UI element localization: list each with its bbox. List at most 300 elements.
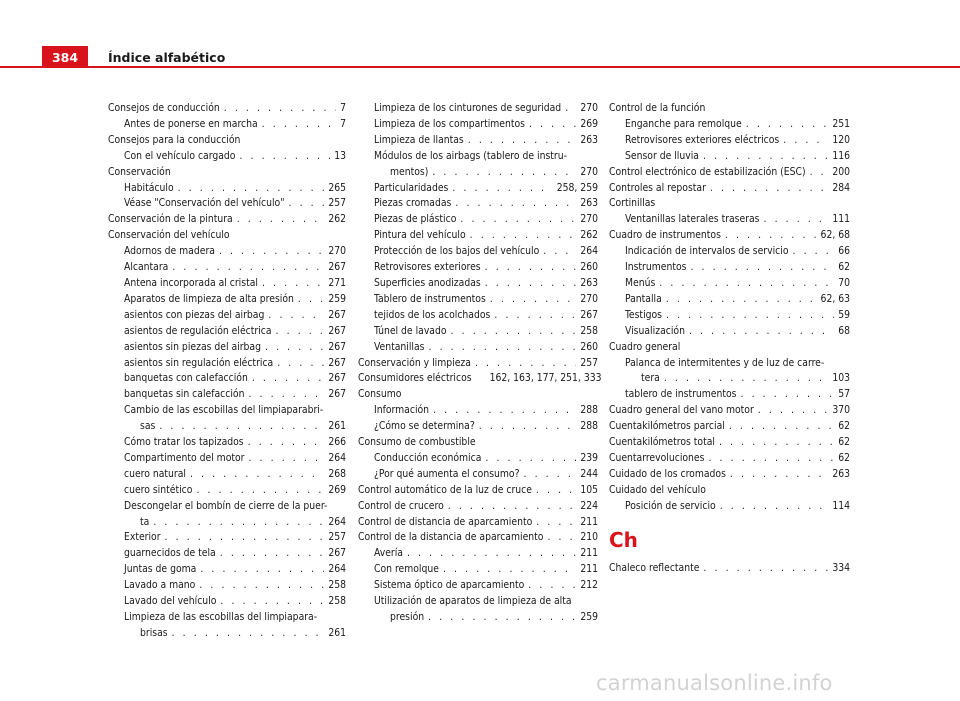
- dot-leader: [690, 260, 834, 276]
- index-subentry: [358, 228, 598, 244]
- page-reference[interactable]: 267: [328, 356, 346, 369]
- page-reference[interactable]: 103: [832, 372, 850, 385]
- index-line: [609, 196, 850, 212]
- index-line: [124, 594, 346, 610]
- page-reference[interactable]: 259: [580, 611, 598, 623]
- index-term: tejidos de los acolchados: [374, 308, 491, 321]
- index-line: [124, 499, 346, 515]
- index-subentry: [108, 578, 346, 594]
- index-term: Lavado a mano: [124, 579, 196, 592]
- index-line: [374, 340, 598, 356]
- dot-leader: [485, 260, 577, 276]
- page-reference[interactable]: 224: [580, 499, 598, 512]
- page-reference[interactable]: 264: [328, 563, 346, 576]
- page-reference[interactable]: 260: [580, 261, 598, 274]
- index-term: Avería: [374, 547, 403, 560]
- index-term: guarnecidos de tela: [124, 547, 216, 560]
- dot-leader: [730, 467, 828, 483]
- page-reference[interactable]: 264: [328, 515, 346, 528]
- page-reference[interactable]: 114: [832, 499, 850, 512]
- index-subentry: [108, 562, 346, 578]
- page-reference[interactable]: 62: [838, 436, 850, 449]
- page-reference[interactable]: 244: [580, 467, 598, 480]
- dot-leader: [200, 562, 324, 578]
- index-subentry: [358, 149, 598, 181]
- page-reference[interactable]: 68: [838, 324, 850, 337]
- index-entry: [609, 483, 850, 499]
- index-subentry: [358, 260, 598, 276]
- dot-leader: [298, 292, 324, 308]
- index-subentry: [358, 324, 598, 340]
- index-term-continuation: tera: [641, 372, 660, 385]
- index-line: [625, 133, 850, 149]
- index-subentry: [108, 387, 346, 403]
- index-subentry: [108, 546, 346, 562]
- index-subentry: [609, 356, 850, 388]
- dot-leader: [268, 308, 324, 324]
- index-line: [374, 403, 598, 419]
- index-subentry: [108, 324, 346, 340]
- dot-leader: [536, 483, 576, 499]
- page-reference[interactable]: 263: [580, 197, 598, 210]
- dot-leader: [529, 117, 576, 133]
- index-term: Cambio de las escobillas del limpiaparabri-: [124, 404, 324, 417]
- index-term: Conservación: [108, 165, 171, 178]
- index-term: Protección de los bajos del vehículo: [374, 245, 540, 258]
- index-line: [124, 244, 346, 260]
- index-line: [358, 515, 598, 531]
- index-term: Piezas de plástico: [374, 213, 457, 226]
- index-entry: [358, 483, 598, 499]
- index-term: Alcantara: [124, 261, 169, 274]
- index-subentry: [108, 181, 346, 197]
- index-subentry: [108, 308, 346, 324]
- index-line: [609, 101, 850, 117]
- index-entry: [609, 467, 850, 483]
- page-reference[interactable]: 261: [328, 420, 346, 433]
- index-entry: [108, 228, 346, 244]
- index-entry: [609, 403, 850, 419]
- page-reference[interactable]: 57: [838, 388, 850, 401]
- index-line: [124, 435, 346, 451]
- index-line: [374, 244, 598, 260]
- index-line: [609, 483, 850, 499]
- page-reference[interactable]: 370: [832, 404, 850, 417]
- index-subentry: [358, 562, 598, 578]
- index-line: [625, 356, 850, 372]
- index-term: Piezas cromadas: [374, 197, 452, 210]
- page-reference[interactable]: 257: [328, 197, 346, 210]
- index-subentry: [108, 451, 346, 467]
- index-term: Cuidado del vehículo: [609, 483, 706, 496]
- page-reference[interactable]: 258, 259: [556, 181, 598, 194]
- index-line: [124, 562, 346, 578]
- page-reference[interactable]: 264: [328, 451, 346, 464]
- page-reference[interactable]: 13: [334, 149, 346, 162]
- dot-leader: [262, 117, 336, 133]
- index-term: Superficies anodizadas: [374, 276, 481, 289]
- page-reference[interactable]: 70: [838, 276, 850, 289]
- index-line: [374, 149, 598, 165]
- dot-leader: [490, 292, 577, 308]
- index-term: Cuentakilómetros total: [609, 436, 715, 449]
- header-rule: [0, 66, 960, 68]
- index-line: [374, 276, 598, 292]
- index-subentry: [609, 292, 850, 308]
- watermark: carmanualsonline.info: [596, 671, 833, 695]
- dot-leader: [703, 149, 828, 165]
- page-reference[interactable]: 7: [340, 117, 346, 130]
- page-reference[interactable]: 116: [832, 149, 850, 162]
- page-reference[interactable]: 271: [328, 276, 346, 289]
- index-subentry: [108, 356, 346, 372]
- index-term: tablero de instrumentos: [625, 388, 737, 401]
- index-line-continuation: [625, 371, 850, 387]
- page-reference[interactable]: 334: [832, 561, 850, 574]
- page-reference[interactable]: 267: [328, 388, 346, 401]
- index-term: Instrumentos: [625, 261, 687, 274]
- page-reference[interactable]: 263: [580, 133, 598, 146]
- dot-leader: [432, 165, 576, 181]
- index-line: [358, 499, 598, 515]
- index-term: Chaleco reflectante: [609, 561, 700, 574]
- page-reference[interactable]: 211: [580, 515, 598, 528]
- page-reference[interactable]: 268: [328, 467, 346, 480]
- page-reference[interactable]: 262: [580, 229, 598, 242]
- dot-leader: [248, 451, 324, 467]
- index-subentry: [108, 117, 346, 133]
- index-term-continuation: brisas: [140, 626, 168, 639]
- index-term: Véase "Conservación del vehículo": [124, 197, 285, 210]
- index-line: [108, 228, 346, 244]
- index-term: Control electrónico de estabilización (ESC): [609, 165, 806, 178]
- dot-leader: [165, 530, 325, 546]
- index-term: Antes de ponerse en marcha: [124, 117, 258, 130]
- index-subentry: [609, 387, 850, 403]
- index-line: [124, 149, 346, 165]
- index-line: [358, 435, 598, 451]
- dot-leader: [172, 626, 325, 642]
- index-subentry: [609, 244, 850, 260]
- page-reference[interactable]: 211: [580, 547, 598, 560]
- index-term: Consumo: [358, 388, 402, 401]
- page-reference[interactable]: 62: [838, 261, 850, 274]
- index-line: [625, 260, 850, 276]
- index-subentry: [358, 578, 598, 594]
- index-entry: [358, 515, 598, 531]
- index-line: [625, 212, 850, 228]
- page-reference[interactable]: 59: [838, 308, 850, 321]
- page-reference[interactable]: 288: [580, 404, 598, 417]
- index-term: cuero natural: [124, 467, 186, 480]
- index-term: Tablero de instrumentos: [374, 292, 486, 305]
- index-subentry: [358, 546, 598, 562]
- page-reference[interactable]: 259: [328, 292, 346, 305]
- index-term: Adornos de madera: [124, 245, 215, 258]
- index-term: Habitáculo: [124, 181, 174, 194]
- index-term: Control de distancia de aparcamiento: [358, 515, 533, 528]
- dot-leader: [448, 499, 577, 515]
- index-term: Control automático de la luz de cruce: [358, 483, 532, 496]
- index-term: Ventanillas laterales traseras: [625, 213, 760, 226]
- dot-leader: [219, 244, 324, 260]
- dot-leader: [220, 594, 324, 610]
- index-line-continuation: [124, 515, 346, 531]
- index-line: [374, 546, 598, 562]
- page-reference[interactable]: 257: [328, 531, 346, 544]
- index-term: Consejos de conducción: [108, 102, 220, 114]
- dot-leader: [764, 212, 829, 228]
- index-term: Controles al repostar: [609, 181, 706, 194]
- index-subentry: [609, 308, 850, 324]
- page-reference[interactable]: 269: [328, 483, 346, 496]
- dot-leader: [159, 419, 324, 435]
- index-line: [108, 165, 346, 181]
- page-number: 384: [42, 46, 88, 68]
- index-term: Testigos: [625, 308, 663, 321]
- page-reference[interactable]: 260: [580, 340, 598, 353]
- page-reference[interactable]: 265: [328, 181, 346, 194]
- index-entry: [609, 181, 850, 197]
- dot-leader: [485, 276, 577, 292]
- dot-leader: [196, 483, 324, 499]
- index-subentry: [609, 117, 850, 133]
- page-reference[interactable]: 270: [580, 213, 598, 226]
- dot-leader: [452, 181, 552, 197]
- dot-leader: [536, 515, 576, 531]
- dot-leader: [455, 196, 576, 212]
- page-reference[interactable]: 239: [580, 451, 598, 464]
- index-line: [374, 117, 598, 133]
- index-term-continuation: ta: [140, 515, 150, 528]
- dot-leader: [407, 546, 576, 562]
- index-subentry: [108, 244, 346, 260]
- index-entry: [609, 165, 850, 181]
- index-term: Cortinillas: [609, 197, 656, 210]
- index-term: Módulos de los airbags (tablero de instru-: [374, 149, 567, 162]
- index-line: [374, 196, 598, 212]
- index-entry: [358, 435, 598, 451]
- index-term: Conservación y limpieza: [358, 356, 471, 369]
- index-term: Enganche para remolque: [625, 117, 742, 130]
- dot-leader: [429, 340, 577, 356]
- page-reference[interactable]: 62: [838, 451, 850, 464]
- page-reference[interactable]: 212: [580, 579, 598, 592]
- index-term: Retrovisores exteriores: [374, 261, 481, 274]
- index-subentry: [108, 149, 346, 165]
- index-subentry: [609, 260, 850, 276]
- page-reference[interactable]: 264: [580, 245, 598, 258]
- page-reference[interactable]: 288: [580, 420, 598, 433]
- index-line: [124, 276, 346, 292]
- index-term: Juntas de goma: [124, 563, 197, 576]
- page-reference[interactable]: 66: [838, 245, 850, 258]
- index-line: [124, 578, 346, 594]
- index-subentry: [609, 324, 850, 340]
- index-term: Retrovisores exteriores eléctricos: [625, 133, 780, 146]
- page-reference[interactable]: 270: [580, 102, 598, 114]
- page-reference[interactable]: 257: [580, 356, 598, 369]
- page-reference[interactable]: 251: [832, 117, 850, 130]
- index-line: [625, 308, 850, 324]
- index-entry: [609, 340, 850, 356]
- index-subentry: [358, 133, 598, 149]
- index-term: Utilización de aparatos de limpieza de alta: [374, 595, 572, 608]
- page-reference[interactable]: 7: [340, 102, 346, 114]
- page-reference[interactable]: 263: [832, 467, 850, 480]
- dot-leader: [470, 228, 577, 244]
- dot-leader: [433, 403, 576, 419]
- index-entry: [108, 165, 346, 181]
- page-reference[interactable]: 62, 63: [820, 292, 850, 305]
- index-term: asientos sin regulación eléctrica: [124, 356, 274, 369]
- page-reference[interactable]: 263: [580, 276, 598, 289]
- index-line: [358, 387, 598, 403]
- index-line: [609, 340, 850, 356]
- index-subentry: [358, 403, 598, 419]
- index-entry: [358, 356, 598, 372]
- index-entry: [108, 101, 346, 117]
- dot-leader: [494, 308, 576, 324]
- dot-leader: [276, 324, 325, 340]
- index-term: Cuentarrevoluciones: [609, 451, 705, 464]
- index-line: [609, 181, 850, 197]
- page-reference[interactable]: 105: [580, 483, 598, 496]
- index-term: Aparatos de limpieza de alta presión: [124, 292, 294, 305]
- dot-leader: [666, 292, 817, 308]
- index-term: Túnel de lavado: [374, 324, 447, 337]
- index-line: [609, 419, 850, 435]
- page-reference[interactable]: 62: [838, 420, 850, 433]
- dot-leader: [547, 530, 576, 546]
- dot-leader: [703, 561, 828, 577]
- index-line: [609, 435, 850, 451]
- dot-leader: [178, 181, 325, 197]
- dot-leader: [262, 276, 324, 292]
- page-reference[interactable]: 267: [328, 308, 346, 321]
- index-term: Conservación del vehículo: [108, 229, 230, 242]
- index-line: [374, 578, 598, 594]
- index-term: Control de crucero: [358, 499, 444, 512]
- index-entry: [108, 133, 346, 149]
- index-entry: [609, 101, 850, 117]
- index-term: Compartimento del motor: [124, 451, 245, 464]
- dot-leader: [524, 467, 577, 483]
- page-reference[interactable]: 111: [832, 213, 850, 226]
- dot-leader: [153, 515, 324, 531]
- page-reference[interactable]: 267: [328, 261, 346, 274]
- page-reference[interactable]: 266: [328, 436, 346, 449]
- dot-leader: [190, 467, 324, 483]
- index-term: Visualización: [625, 324, 685, 337]
- index-entry: [358, 499, 598, 515]
- page-reference[interactable]: 261: [328, 626, 346, 639]
- index-line: [124, 292, 346, 308]
- page-reference[interactable]: 270: [580, 292, 598, 305]
- page-reference[interactable]: 200: [832, 165, 850, 178]
- index-term: Cuentakilómetros parcial: [609, 420, 725, 433]
- page-reference[interactable]: 267: [328, 547, 346, 560]
- index-line: [625, 149, 850, 165]
- index-line: [374, 260, 598, 276]
- index-term: Consumidores eléctricos: [358, 372, 472, 385]
- index-line: [124, 356, 346, 372]
- index-line: [124, 483, 346, 499]
- dot-leader: [248, 435, 325, 451]
- index-term: asientos con piezas del airbag: [124, 308, 265, 321]
- page-reference[interactable]: 210: [580, 531, 598, 544]
- index-subentry: [609, 276, 850, 292]
- page-reference[interactable]: 258: [328, 579, 346, 592]
- page-reference[interactable]: 258: [580, 324, 598, 337]
- page-reference[interactable]: 262: [328, 213, 346, 226]
- page-reference[interactable]: 270: [580, 165, 598, 178]
- index-term-continuation: presión: [390, 611, 425, 623]
- index-subentry: [358, 451, 598, 467]
- page-reference[interactable]: 267: [328, 340, 346, 353]
- index-term: Cuadro general: [609, 340, 681, 353]
- index-term: Con remolque: [374, 563, 439, 576]
- page-reference[interactable]: 270: [328, 245, 346, 258]
- index-line: [124, 403, 346, 419]
- dot-leader: [746, 117, 829, 133]
- dot-leader: [485, 451, 576, 467]
- index-subentry: [108, 371, 346, 387]
- index-line: [625, 292, 850, 308]
- index-term: Exterior: [124, 531, 161, 544]
- index-term: Particularidades: [374, 181, 449, 194]
- index-line: [609, 165, 850, 181]
- dot-leader: [288, 196, 324, 212]
- index-term: Cuidado de los cromados: [609, 467, 726, 480]
- index-line: [625, 244, 850, 260]
- page-reference[interactable]: 269: [580, 117, 598, 130]
- dot-leader: [740, 387, 834, 403]
- index-entry: [609, 561, 850, 577]
- index-line-continuation: [374, 165, 598, 181]
- dot-leader: [224, 101, 336, 117]
- index-line: [374, 228, 598, 244]
- index-column-2: [358, 101, 602, 626]
- index-term: banquetas con calefacción: [124, 372, 248, 385]
- page-reference[interactable]: 62, 68: [820, 229, 850, 242]
- page-reference[interactable]: 211: [580, 563, 598, 576]
- dot-leader: [708, 451, 834, 467]
- index-line: [609, 467, 850, 483]
- dot-leader: [172, 260, 324, 276]
- page-reference[interactable]: 284: [832, 181, 850, 194]
- index-term-continuation: sas: [140, 420, 156, 433]
- page-reference[interactable]: 120: [832, 133, 850, 146]
- dot-leader: [460, 212, 576, 228]
- index-subentry: [358, 181, 598, 197]
- page-reference[interactable]: 267: [328, 324, 346, 337]
- index-subentry: [358, 467, 598, 483]
- index-entry: [609, 451, 850, 467]
- index-subentry: [609, 499, 850, 515]
- index-line: [124, 467, 346, 483]
- page-reference[interactable]: 258: [328, 595, 346, 608]
- page-reference[interactable]: 162, 163, 177, 251, 333: [489, 372, 602, 385]
- page-reference[interactable]: 267: [580, 308, 598, 321]
- index-subentry: [358, 196, 598, 212]
- dot-leader: [543, 244, 576, 260]
- dot-leader: [659, 276, 834, 292]
- dot-leader: [479, 419, 577, 435]
- index-term: Conservación de la pintura: [108, 213, 233, 226]
- index-entry: [609, 419, 850, 435]
- page-reference[interactable]: 267: [328, 372, 346, 385]
